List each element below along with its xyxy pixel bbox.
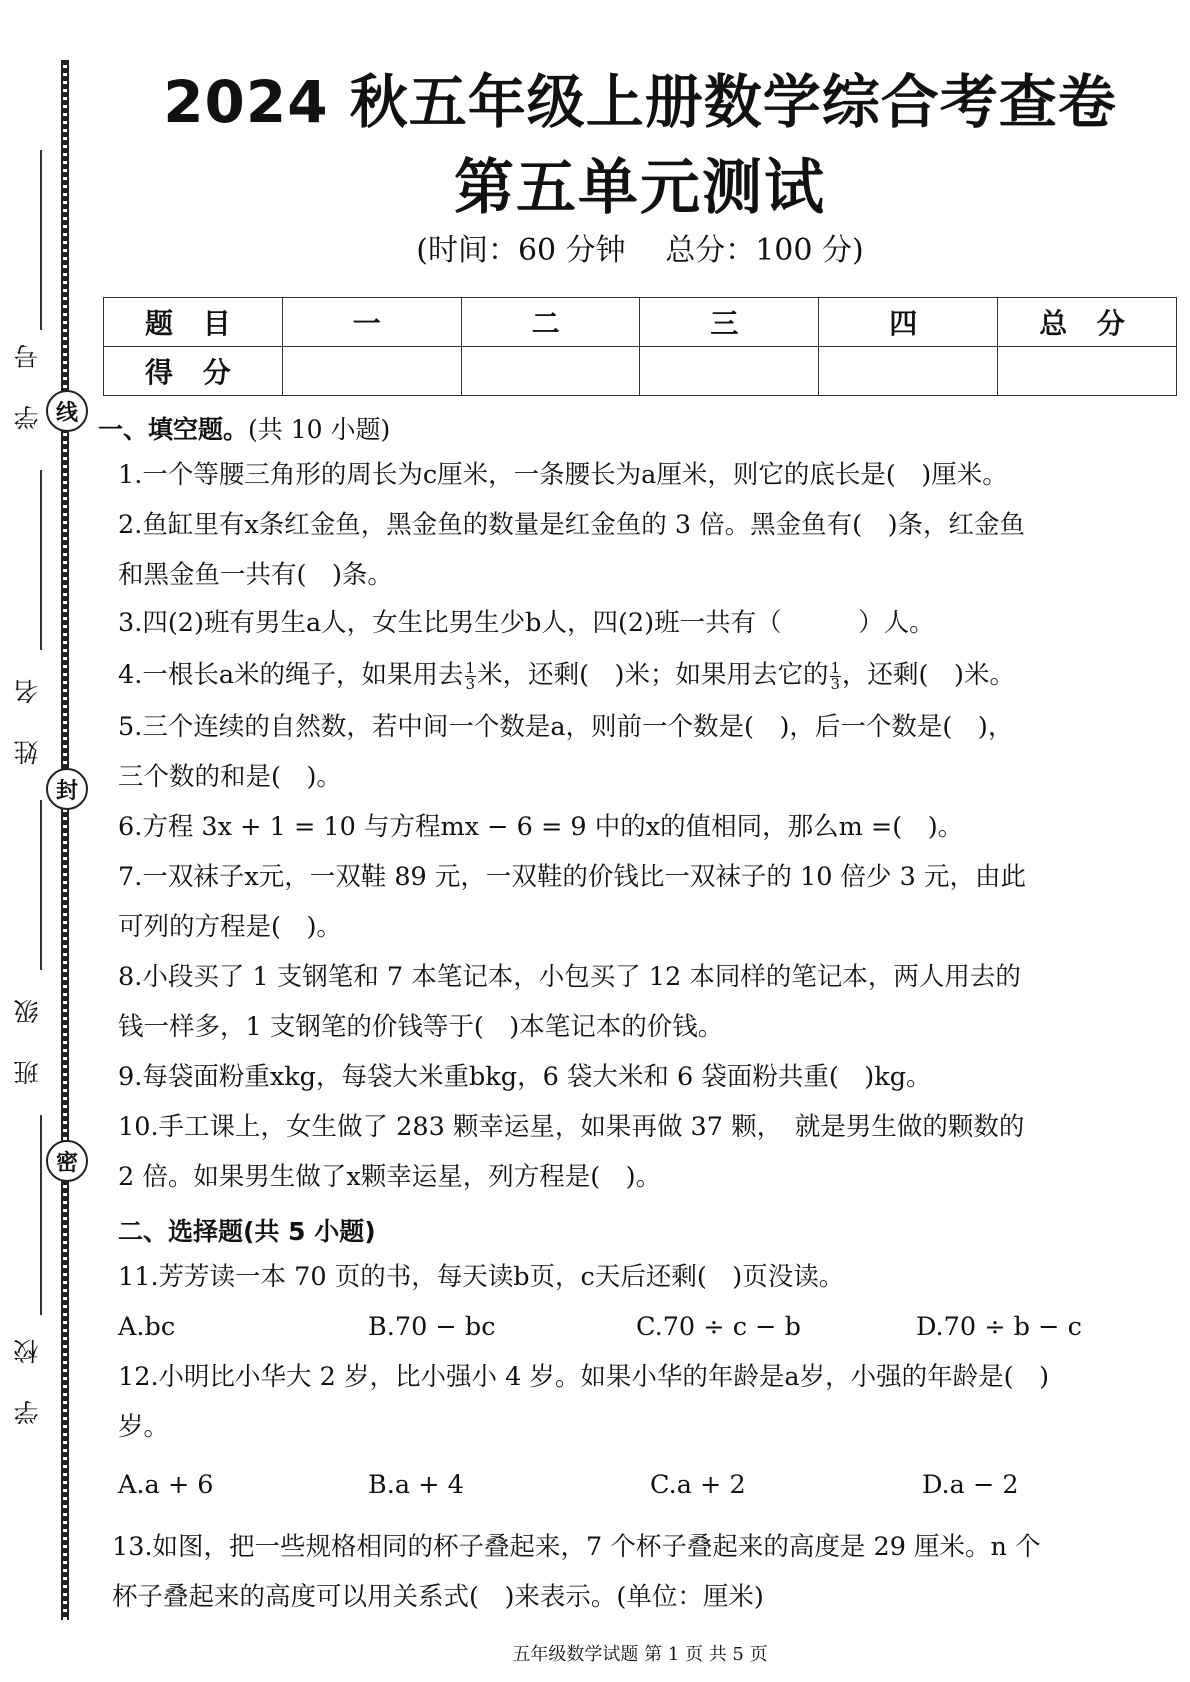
score-table-header-row [104,298,1177,347]
binding-dotted-bar [61,60,69,1620]
score-cell[interactable] [282,347,461,396]
school-label: 学 校 [13,1325,42,1425]
fraction-denominator: 3 [830,674,841,693]
student-number-label: 学 号 [13,330,42,430]
question-8-line1: 8.小段买了 1 支钢笔和 7 本笔记本，小包买了 12 本同样的笔记本，两人用去的 [118,962,1021,992]
table-cell: 二 [461,298,640,347]
question-4-part: 米，还剩( )米；如果用去它的 [477,660,829,690]
q11-option-c[interactable]: C.70 ÷ c − b [636,1312,801,1342]
fraction-numerator: 1 [830,658,841,677]
question-5-line2: 三个数的和是( )。 [118,762,342,792]
question-3: 3.四(2)班有男生a人，女生比男生少b人，四(2)班一共有（ ）人。 [118,608,935,638]
table-cell: 得 分 [104,347,283,396]
binding-line [40,1115,42,1315]
table-cell: 一 [282,298,461,347]
question-11: 11.芳芳读一本 70 页的书，每天读b页，c天后还剩( )页没读。 [118,1262,845,1292]
score-cell[interactable] [819,347,998,396]
fraction-denominator: 3 [465,674,476,693]
q12-option-a[interactable]: A.a + 6 [118,1470,214,1500]
exam-info: (时间：60 分钟 总分：100 分) [416,233,864,268]
page-footer: 五年级数学试题 第 1 页 共 5 页 [512,1644,768,1665]
question-6: 6.方程 3x + 1 = 10 与方程mx − 6 = 9 中的x的值相同，那么m =( )。 [118,812,964,842]
q12-option-b[interactable]: B.a + 4 [368,1470,464,1500]
section-title: 一、填空题。 [98,415,249,444]
question-12-line1: 12.小明比小华大 2 岁，比小强小 4 岁。如果小华的年龄是a岁，小强的年龄是( ) [118,1362,1050,1392]
section-count: (共 10 小题) [248,415,391,444]
binding-line [40,800,42,970]
seal-circle-mi: 密 [46,1140,88,1182]
question-8-line2: 钱一样多，1 支钢笔的价钱等于( )本笔记本的价钱。 [118,1012,724,1042]
table-cell: 四 [819,298,998,347]
exam-title: 2024 秋五年级上册数学综合考查卷 [163,68,1117,136]
seal-circle-feng: 封 [46,768,88,810]
score-table-score-row [104,347,1177,396]
table-cell: 三 [640,298,819,347]
score-cell[interactable] [998,347,1177,396]
score-table [103,297,1177,396]
fraction-one-third [465,658,477,693]
score-cell[interactable] [640,347,819,396]
question-7-line1: 7.一双袜子x元，一双鞋 89 元，一双鞋的价钱比一双袜子的 10 倍少 3 元，由此 [118,862,1026,892]
section-heading-fill-in [98,410,390,446]
question-7-line2: 可列的方程是( )。 [118,912,342,942]
q11-option-d[interactable]: D.70 ÷ b − c [916,1312,1082,1342]
q11-option-b[interactable]: B.70 − bc [368,1312,496,1342]
question-4 [118,660,1015,692]
binding-line [40,470,42,650]
seal-circle-xian: 线 [46,390,88,432]
fraction-numerator: 1 [465,658,476,677]
name-label: 姓 名 [13,665,42,765]
table-cell: 题 目 [104,298,283,347]
question-13-line1: 13.如图，把一些规格相同的杯子叠起来，7 个杯子叠起来的高度是 29 厘米。n 个 [112,1532,1041,1562]
question-1: 1.一个等腰三角形的周长为c厘米，一条腰长为a厘米，则它的底长是( )厘米。 [118,460,1008,490]
section-heading-choice: 二、选择题(共 5 小题) [118,1217,376,1246]
exam-subtitle: 第五单元测试 [454,153,826,223]
question-13-line2: 杯子叠起来的高度可以用关系式( )来表示。(单位：厘米) [112,1582,764,1612]
question-2-line2: 和黑金鱼一共有( )条。 [118,560,393,590]
question-2-line1: 2.鱼缸里有x条红金鱼，黑金鱼的数量是红金鱼的 3 倍。黑金鱼有( )条，红金鱼 [118,510,1026,540]
question-10-line2: 2 倍。如果男生做了x颗幸运星，列方程是( )。 [118,1162,662,1192]
question-5-line1: 5.三个连续的自然数，若中间一个数是a，则前一个数是( )，后一个数是( )， [118,712,1014,742]
q12-option-d[interactable]: D.a − 2 [922,1470,1019,1500]
question-4-part: ，还剩( )米。 [842,660,1015,690]
class-label: 班 级 [13,985,42,1085]
question-4-part: 4.一根长a米的绳子，如果用去 [118,660,464,690]
q12-option-c[interactable]: C.a + 2 [650,1470,746,1500]
q11-option-a[interactable]: A.bc [118,1312,176,1342]
question-9: 9.每袋面粉重xkg，每袋大米重bkg，6 袋大米和 6 袋面粉共重( )kg。 [118,1062,932,1092]
score-cell[interactable] [461,347,640,396]
table-cell: 总 分 [998,298,1177,347]
question-12-line2: 岁。 [118,1412,170,1442]
fraction-one-third [830,658,842,693]
question-10-line1: 10.手工课上，女生做了 283 颗幸运星，如果再做 37 颗， 就是男生做的颗数的 [118,1112,1025,1142]
